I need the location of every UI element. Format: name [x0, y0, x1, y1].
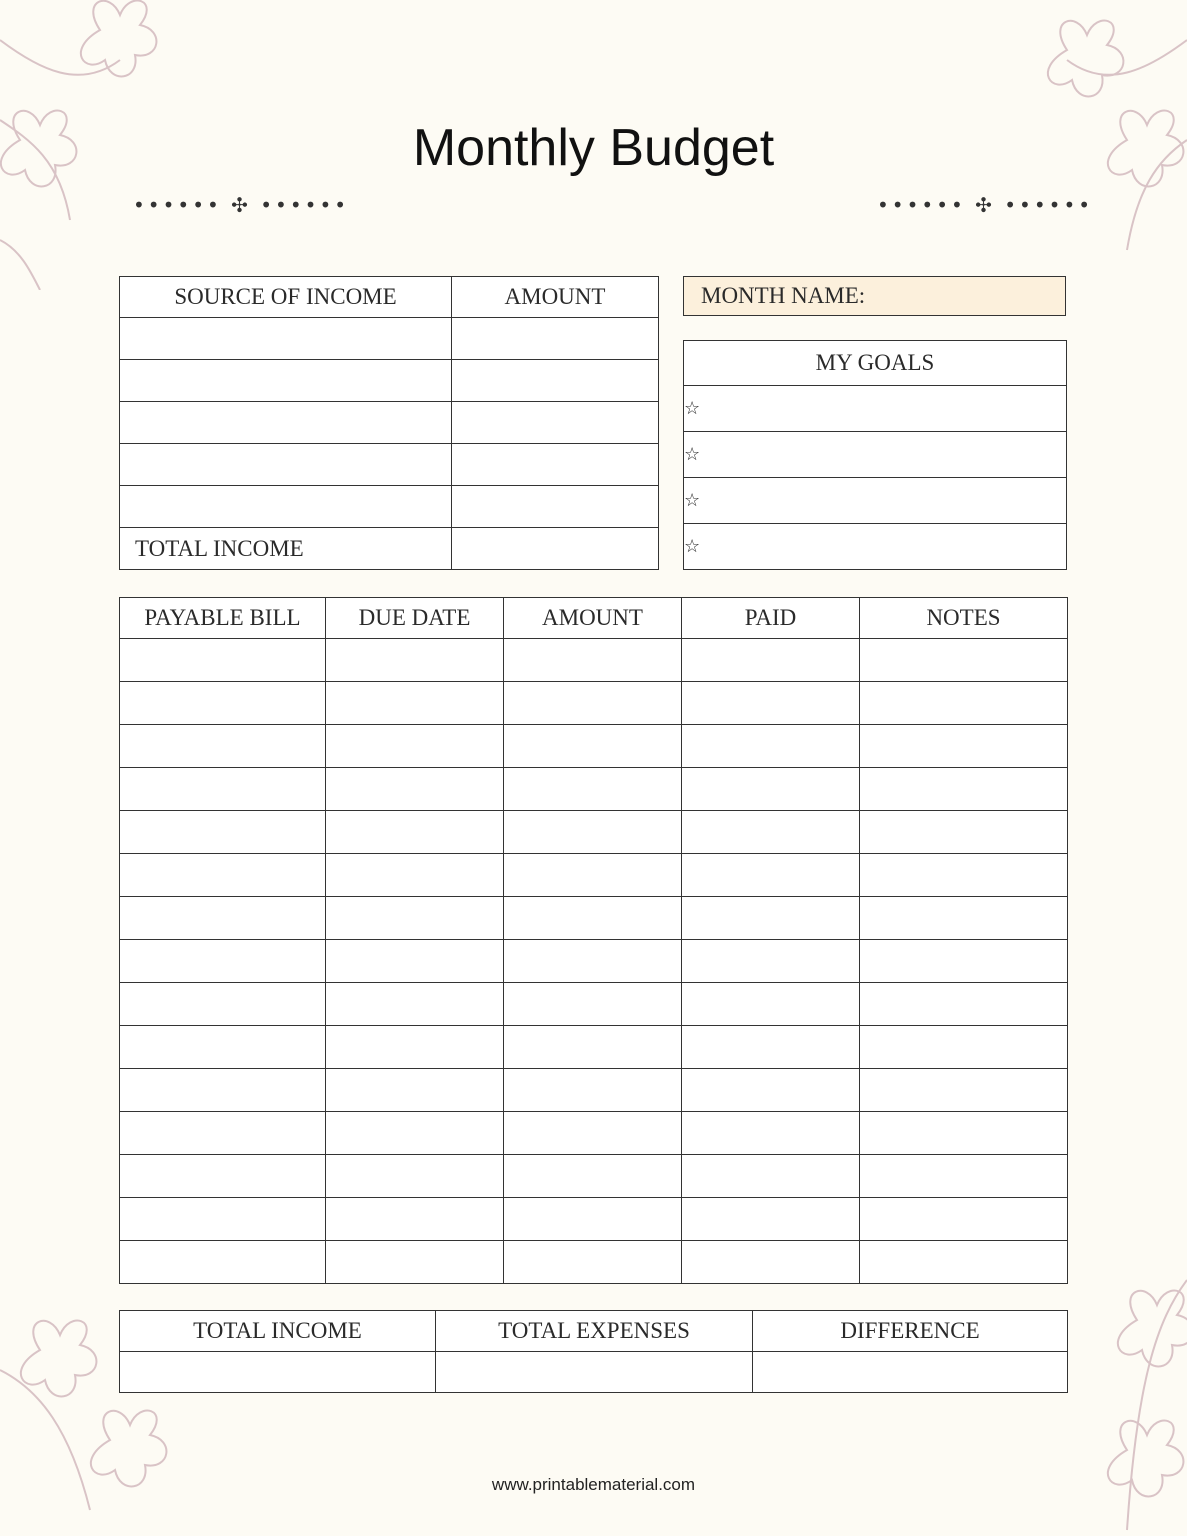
month-name-label: MONTH NAME:: [701, 283, 866, 308]
income-amount-cell[interactable]: [452, 486, 659, 528]
amount-header: AMOUNT: [504, 598, 682, 639]
due-date-cell[interactable]: [326, 1155, 504, 1198]
payable-bill-cell[interactable]: [120, 897, 326, 940]
income-amount-cell[interactable]: [452, 444, 659, 486]
notes-cell[interactable]: [860, 1241, 1068, 1284]
amount-cell[interactable]: [504, 1198, 682, 1241]
paid-cell[interactable]: [682, 1155, 860, 1198]
income-amount-cell[interactable]: [452, 402, 659, 444]
bill-row: [120, 897, 1068, 940]
footer-website: www.printablematerial.com: [491, 1475, 696, 1494]
income-row: [120, 402, 659, 444]
paid-cell[interactable]: [682, 768, 860, 811]
bill-row: [120, 1155, 1068, 1198]
income-table: [119, 276, 659, 570]
totals-header-row: [120, 1311, 1068, 1352]
income-row: [120, 444, 659, 486]
bill-row: [120, 1198, 1068, 1241]
notes-cell[interactable]: [860, 1198, 1068, 1241]
payable-bill-cell[interactable]: [120, 1155, 326, 1198]
due-date-cell[interactable]: [326, 897, 504, 940]
income-source-cell[interactable]: [120, 486, 452, 528]
bill-row: [120, 1026, 1068, 1069]
payable-bill-cell[interactable]: [120, 983, 326, 1026]
notes-cell[interactable]: [860, 1069, 1068, 1112]
bill-row: [120, 811, 1068, 854]
paid-cell[interactable]: [682, 1241, 860, 1284]
income-amount-header: AMOUNT: [452, 277, 659, 318]
due-date-cell[interactable]: [326, 983, 504, 1026]
bills-table: [119, 597, 1068, 1284]
due-date-cell[interactable]: [326, 1198, 504, 1241]
due-date-cell[interactable]: [326, 940, 504, 983]
goals-header-row: [684, 341, 1067, 386]
star-icon: ☆: [684, 536, 701, 557]
bill-row: [120, 768, 1068, 811]
paid-cell[interactable]: [682, 854, 860, 897]
income-row: [120, 360, 659, 402]
income-source-header: SOURCE OF INCOME: [120, 277, 452, 318]
bill-row: [120, 854, 1068, 897]
amount-cell[interactable]: [504, 1155, 682, 1198]
amount-cell[interactable]: [504, 811, 682, 854]
payable-bill-cell[interactable]: [120, 1241, 326, 1284]
amount-cell[interactable]: [504, 1026, 682, 1069]
payable-bill-cell[interactable]: [120, 639, 326, 682]
total-income-header: TOTAL INCOME: [120, 1311, 436, 1352]
income-total-label: TOTAL INCOME: [120, 528, 452, 570]
payable-bill-cell[interactable]: [120, 940, 326, 983]
due-date-cell[interactable]: [326, 1026, 504, 1069]
due-date-cell[interactable]: [326, 811, 504, 854]
month-name-field[interactable]: [683, 276, 1066, 316]
notes-cell[interactable]: [860, 983, 1068, 1026]
income-source-cell[interactable]: [120, 444, 452, 486]
amount-cell[interactable]: [504, 1241, 682, 1284]
payable-bill-cell[interactable]: [120, 854, 326, 897]
bill-row: [120, 682, 1068, 725]
paid-cell[interactable]: [682, 1112, 860, 1155]
payable-bill-cell[interactable]: [120, 1198, 326, 1241]
paid-cell[interactable]: [682, 639, 860, 682]
notes-cell[interactable]: [860, 1026, 1068, 1069]
income-amount-cell[interactable]: [452, 360, 659, 402]
bill-row: [120, 1241, 1068, 1284]
notes-header: NOTES: [860, 598, 1068, 639]
payable-bill-cell[interactable]: [120, 1112, 326, 1155]
goal-row: [684, 386, 1067, 432]
payable-bill-cell[interactable]: [120, 811, 326, 854]
payable-bill-cell[interactable]: [120, 682, 326, 725]
notes-cell[interactable]: [860, 897, 1068, 940]
goal-cell[interactable]: [684, 432, 1067, 478]
paid-cell[interactable]: [682, 811, 860, 854]
difference-header: DIFFERENCE: [753, 1311, 1068, 1352]
paid-cell[interactable]: [682, 1198, 860, 1241]
paid-cell[interactable]: [682, 725, 860, 768]
goal-row: [684, 432, 1067, 478]
amount-cell[interactable]: [504, 940, 682, 983]
amount-cell[interactable]: [504, 725, 682, 768]
goal-row: [684, 524, 1067, 570]
goal-cell[interactable]: [684, 524, 1067, 570]
total-income-cell[interactable]: [120, 1352, 436, 1393]
goal-row: [684, 478, 1067, 524]
bill-row: [120, 983, 1068, 1026]
bills-body: [120, 639, 1068, 1284]
notes-cell[interactable]: [860, 1155, 1068, 1198]
income-amount-cell[interactable]: [452, 318, 659, 360]
star-icon: ☆: [684, 398, 701, 419]
notes-cell[interactable]: [860, 940, 1068, 983]
income-source-cell[interactable]: [120, 318, 452, 360]
due-date-cell[interactable]: [326, 1112, 504, 1155]
paid-header: PAID: [682, 598, 860, 639]
total-expenses-header: TOTAL EXPENSES: [436, 1311, 753, 1352]
due-date-header: DUE DATE: [326, 598, 504, 639]
difference-cell[interactable]: [753, 1352, 1068, 1393]
bills-header-row: [120, 598, 1068, 639]
income-total-row: [120, 528, 659, 570]
due-date-cell[interactable]: [326, 1241, 504, 1284]
totals-row: [120, 1352, 1068, 1393]
payable-bill-header: PAYABLE BILL: [120, 598, 326, 639]
notes-cell[interactable]: [860, 854, 1068, 897]
due-date-cell[interactable]: [326, 768, 504, 811]
bill-row: [120, 1112, 1068, 1155]
notes-cell[interactable]: [860, 639, 1068, 682]
bill-row: [120, 639, 1068, 682]
income-source-cell[interactable]: [120, 402, 452, 444]
payable-bill-cell[interactable]: [120, 725, 326, 768]
star-icon: ☆: [684, 490, 701, 511]
notes-cell[interactable]: [860, 725, 1068, 768]
income-row: [120, 318, 659, 360]
due-date-cell[interactable]: [326, 1069, 504, 1112]
star-icon: ☆: [684, 444, 701, 465]
income-source-cell[interactable]: [120, 360, 452, 402]
goal-cell[interactable]: [684, 386, 1067, 432]
income-row: [120, 486, 659, 528]
payable-bill-cell[interactable]: [120, 1069, 326, 1112]
page-title: Monthly Budget: [412, 119, 775, 177]
notes-cell[interactable]: [860, 682, 1068, 725]
paid-cell[interactable]: [682, 1069, 860, 1112]
amount-cell[interactable]: [504, 639, 682, 682]
due-date-cell[interactable]: [326, 854, 504, 897]
due-date-cell[interactable]: [326, 725, 504, 768]
due-date-cell[interactable]: [326, 682, 504, 725]
income-header-row: [120, 277, 659, 318]
bill-row: [120, 725, 1068, 768]
notes-cell[interactable]: [860, 811, 1068, 854]
bill-row: [120, 1069, 1068, 1112]
amount-cell[interactable]: [504, 1069, 682, 1112]
divider-ornament-left: •••••• ✣ ••••••: [133, 193, 350, 217]
amount-cell[interactable]: [504, 768, 682, 811]
amount-cell[interactable]: [504, 1112, 682, 1155]
payable-bill-cell[interactable]: [120, 768, 326, 811]
amount-cell[interactable]: [504, 897, 682, 940]
amount-cell[interactable]: [504, 854, 682, 897]
total-expenses-cell[interactable]: [436, 1352, 753, 1393]
income-total-amount-cell[interactable]: [452, 528, 659, 570]
paid-cell[interactable]: [682, 983, 860, 1026]
payable-bill-cell[interactable]: [120, 1026, 326, 1069]
paid-cell[interactable]: [682, 682, 860, 725]
bill-row: [120, 940, 1068, 983]
notes-cell[interactable]: [860, 1112, 1068, 1155]
goals-header: MY GOALS: [684, 341, 1067, 386]
paid-cell[interactable]: [682, 1026, 860, 1069]
amount-cell[interactable]: [504, 983, 682, 1026]
notes-cell[interactable]: [860, 768, 1068, 811]
goal-cell[interactable]: [684, 478, 1067, 524]
goals-table: [683, 340, 1067, 570]
paid-cell[interactable]: [682, 940, 860, 983]
amount-cell[interactable]: [504, 682, 682, 725]
divider-ornament-right: •••••• ✣ ••••••: [877, 193, 1094, 217]
totals-table: [119, 1310, 1068, 1393]
due-date-cell[interactable]: [326, 639, 504, 682]
paid-cell[interactable]: [682, 897, 860, 940]
